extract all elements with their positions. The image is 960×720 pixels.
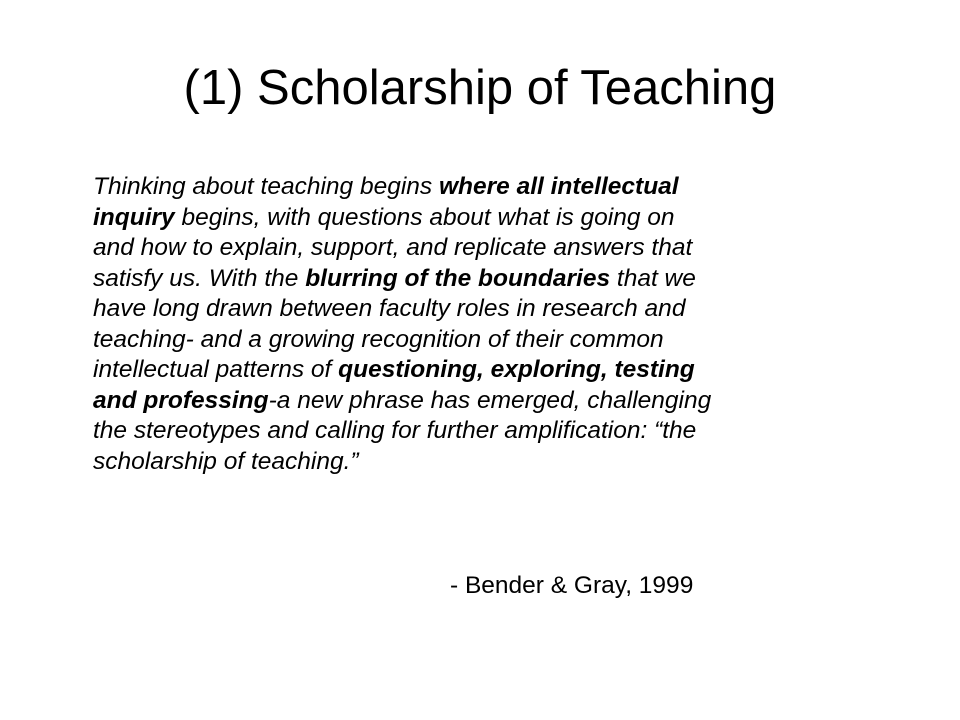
quote-line: [93, 233, 923, 264]
quote-line: [93, 386, 923, 417]
quote-emphasis: and professing: [93, 386, 269, 414]
quote-emphasis: questioning, exploring, testing: [338, 356, 695, 383]
quote-attribution: - Bender & Gray, 1999: [450, 572, 694, 599]
quote-text: and how to explain, support, and replicate answers that: [93, 234, 693, 261]
quote-text: scholarship of teaching.”: [93, 447, 359, 475]
quote-line: [93, 325, 923, 356]
quote-line: [93, 355, 923, 386]
quote-text: satisfy us. With the: [93, 264, 306, 292]
quote-text: the stereotypes and calling for further amplification: “the: [93, 417, 697, 444]
quote-emphasis: inquiry: [93, 203, 175, 231]
quote-line: [93, 447, 923, 478]
quote-text: teaching- and a growing recognition of their common: [93, 325, 664, 353]
quote-line: [93, 172, 923, 203]
quote-text: intellectual patterns of: [93, 356, 339, 383]
quote-line: [93, 264, 923, 295]
quote-line: [93, 416, 923, 447]
quote-line: [93, 294, 923, 325]
quote-text: have long drawn between faculty roles in research and: [93, 295, 686, 322]
quote-text: that we: [610, 264, 696, 292]
quote-text: begins, with questions about what is going on: [174, 203, 675, 231]
quote-text: Thinking about teaching begins: [93, 173, 439, 200]
slide-title: (1) Scholarship of Teaching: [183, 61, 777, 115]
quote-text: -a new phrase has emerged, challenging: [268, 386, 712, 414]
quote-emphasis: blurring of the boundaries: [305, 264, 611, 292]
quote-block: [93, 172, 923, 477]
quote-emphasis: where all intellectual: [438, 173, 679, 200]
quote-line: [93, 203, 923, 234]
